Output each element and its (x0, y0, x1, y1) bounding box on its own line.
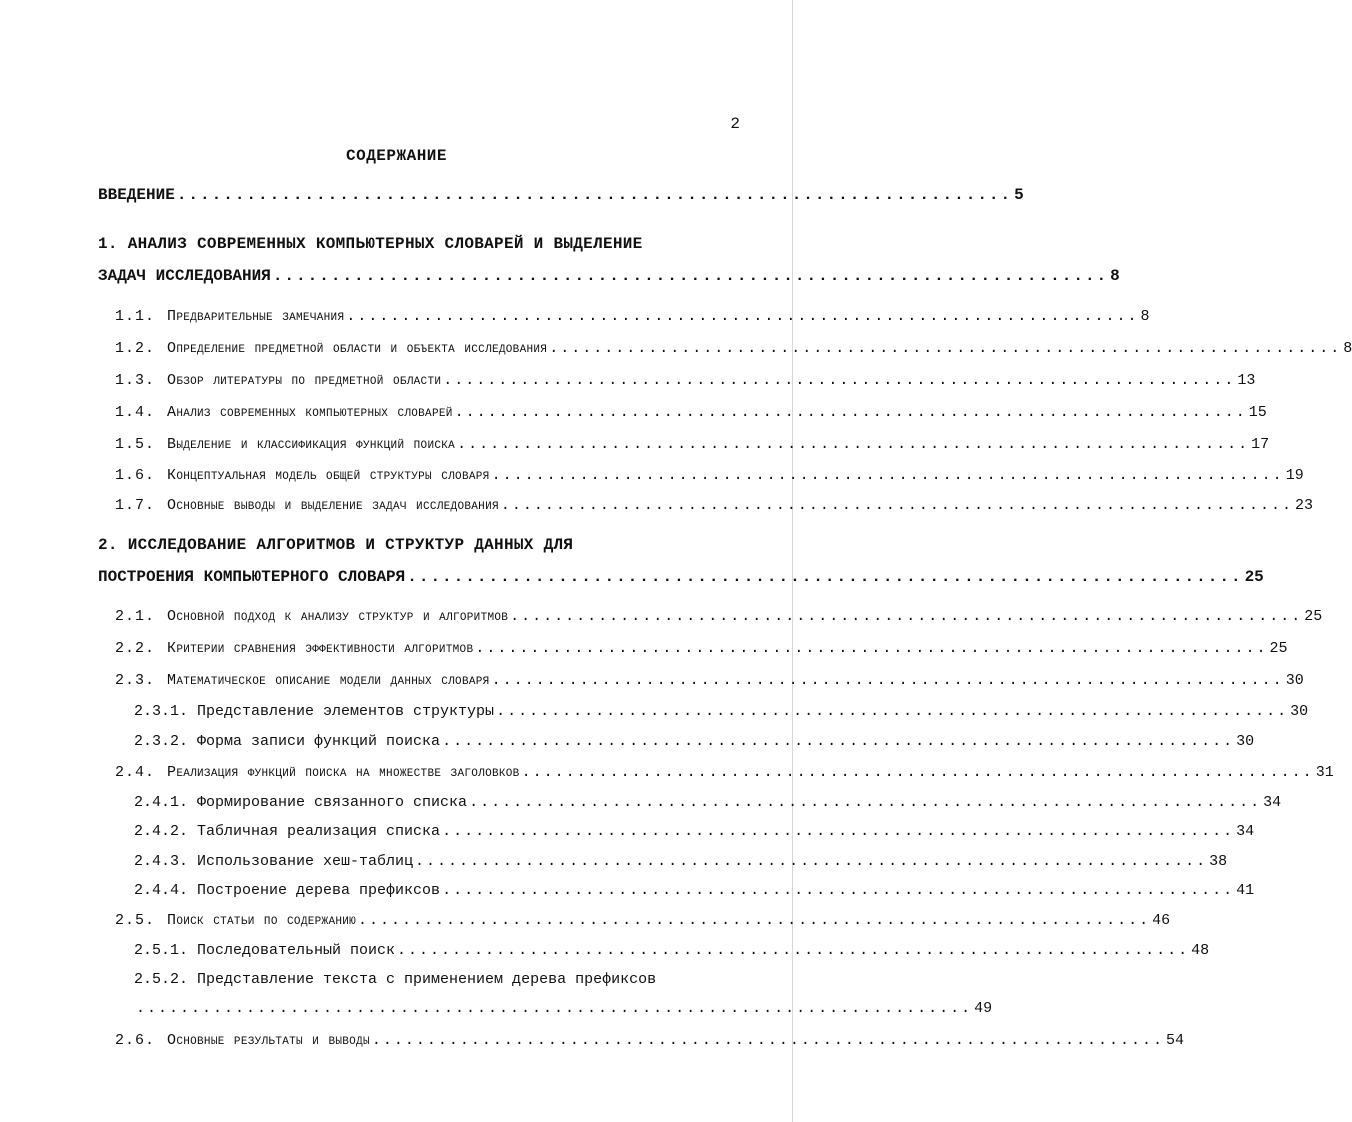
toc-leader-dots: ........................................................................ (457, 436, 1250, 453)
toc-section-number: 1.4. (115, 404, 156, 421)
toc-chapter-1-line1[interactable]: 1. АНАЛИЗ СОВРЕМЕННЫХ КОМПЬЮТЕРНЫХ СЛОВАРЕЙ И ВЫДЕЛЕНИЕ (98, 235, 643, 253)
toc-entry-text: Основной подход к анализу структур и алгоритмов (167, 608, 509, 625)
toc-leader-dots: ........................................................................ (442, 882, 1235, 899)
toc-entry-text: Анализ современных компьютерных словарей (167, 404, 453, 421)
toc-entry-text: Реализация функций поиска на множестве заголовков (167, 764, 520, 781)
toc-leader-dots: ........................................................................ (510, 608, 1303, 625)
toc-leader-dots: ........................................................................ (415, 853, 1208, 870)
toc-entry-page: 34 (1236, 823, 1255, 840)
toc-chapter-2-line1[interactable]: 2. ИССЛЕДОВАНИЕ АЛГОРИТМОВ И СТРУКТУР ДАННЫХ ДЛЯ (98, 536, 574, 554)
toc-section-number: 2.2. (115, 640, 156, 657)
toc-section-number: 2.4. (115, 764, 156, 781)
toc-entry-text: 2.4.3. Использование хеш-таблиц (134, 853, 414, 870)
toc-leader-dots: ........................................................................ (442, 823, 1235, 840)
toc-section-2-4[interactable] (115, 764, 1334, 781)
toc-leader-dots: ........................................................................ (358, 912, 1151, 929)
toc-subsection-2-4-2[interactable] (134, 823, 1255, 840)
toc-section-number: 1.5. (115, 436, 156, 453)
toc-entry-page: 30 (1285, 672, 1304, 689)
toc-leader-dots: ........................................................................ (491, 672, 1284, 689)
toc-entry-text: Определение предметной области и объекта исследования (167, 340, 548, 357)
toc-leader-dots: ........................................................................ (491, 467, 1284, 484)
toc-leader-dots: ........................................................................ (521, 764, 1314, 781)
toc-section-1-5[interactable] (115, 436, 1270, 453)
toc-leader-dots: ........................................................................ (443, 372, 1236, 389)
toc-entry-page: 30 (1236, 733, 1255, 750)
toc-section-2-1[interactable] (115, 608, 1323, 625)
toc-section-number: 1.1. (115, 308, 156, 325)
toc-leader-dots: ........................................................................ (500, 497, 1293, 514)
toc-entry-page: 8 (1140, 308, 1150, 325)
toc-leader-dots: ........................................................................ (442, 733, 1235, 750)
toc-subsection-2-5-2[interactable] (134, 1000, 993, 1017)
toc-entry-page: 8 (1343, 340, 1352, 357)
toc-section-number: 1.7. (115, 497, 156, 514)
toc-subsection-2-4-3[interactable] (134, 853, 1228, 870)
toc-entry-text: 2.4.4. Построение дерева префиксов (134, 882, 441, 899)
toc-subsection-2-5-1[interactable] (134, 942, 1210, 959)
toc-section-number: 2.3. (115, 672, 156, 689)
toc-section-1-2[interactable] (115, 340, 1352, 357)
toc-leader-dots: ........................................................................ (549, 340, 1342, 357)
toc-entry-page: 13 (1237, 372, 1256, 389)
page-number: 2 (730, 115, 740, 133)
toc-entry-text: 2.3.2. Форма записи функций поиска (134, 733, 441, 750)
toc-subsection-2-3-1[interactable] (134, 703, 1309, 720)
toc-leader-dots: ........................................................................ (496, 703, 1289, 720)
toc-section-number: 1.6. (115, 467, 156, 484)
toc-section-number: 1.2. (115, 340, 156, 357)
toc-entry-page: 17 (1251, 436, 1270, 453)
toc-section-2-3[interactable] (115, 672, 1304, 689)
toc-entry-page: 5 (1014, 186, 1024, 204)
toc-section-number: 2.5. (115, 912, 156, 929)
toc-subsection-2-4-4[interactable] (134, 882, 1255, 899)
toc-entry-page: 25 (1269, 640, 1288, 657)
toc-entry-text: Критерии сравнения эффективности алгоритмов (167, 640, 474, 657)
toc-section-number: 2.6. (115, 1032, 156, 1049)
toc-entry-text: 2.4.2. Табличная реализация списка (134, 823, 441, 840)
toc-subsection-2-5-2-line1[interactable]: 2.5.2. Представление текста с применением дерева префиксов (134, 971, 657, 988)
toc-section-number: 1.3. (115, 372, 156, 389)
toc-section-2-2[interactable] (115, 640, 1288, 657)
toc-entry-page: 46 (1152, 912, 1171, 929)
toc-entry-page: 8 (1110, 267, 1120, 285)
toc-entry-page: 25 (1244, 568, 1264, 586)
toc-leader-dots: ........................................................................ (371, 1032, 1164, 1049)
toc-entry-page: 41 (1236, 882, 1255, 899)
toc-entry-text: Поиск статьи по содержанию (167, 912, 357, 929)
toc-section-2-5[interactable] (115, 912, 1171, 929)
toc-section-number: 2.1. (115, 608, 156, 625)
toc-leader-dots: ........................................................................ (397, 942, 1190, 959)
toc-entry-text: ЗАДАЧ ИССЛЕДОВАНИЯ (98, 267, 271, 285)
toc-entry-text: Предварительные замечания (167, 308, 345, 325)
toc-entry-text: Обзор литературы по предметной области (167, 372, 442, 389)
toc-section-1-1[interactable] (115, 308, 1150, 325)
toc-leader-dots: ........................................................................ (272, 267, 1109, 285)
toc-section-1-7[interactable] (115, 497, 1313, 514)
toc-entry-text: ВВЕДЕНИЕ (98, 186, 175, 204)
toc-leader-dots: ........................................................................ (407, 568, 1243, 586)
toc-entry-text: Основные результаты и выводы (167, 1032, 370, 1049)
toc-entry-text: Выделение и классификация функций поиска (167, 436, 456, 453)
toc-leader-dots: ........................................................................ (469, 794, 1262, 811)
toc-entry-text: Основные выводы и выделение задач исследования (167, 497, 499, 514)
toc-entry-page: 25 (1304, 608, 1323, 625)
toc-entry-page: 49 (974, 1000, 993, 1017)
toc-entry-text: 2.4.1. Формирование связанного списка (134, 794, 468, 811)
toc-entry-page: 19 (1285, 467, 1304, 484)
toc-entry-text: Концептуальная модель общей структуры словаря (167, 467, 490, 484)
toc-entry-page: 31 (1315, 764, 1334, 781)
toc-entry-text: Математическое описание модели данных словаря (167, 672, 490, 689)
toc-chapter-2[interactable] (98, 568, 1264, 586)
toc-title: СОДЕРЖАНИЕ (345, 147, 447, 165)
toc-entry-text: 2.3.1. Представление элементов структуры (134, 703, 495, 720)
toc-section-1-4[interactable] (115, 404, 1267, 421)
toc-subsection-2-3-2[interactable] (134, 733, 1255, 750)
toc-chapter-1[interactable] (98, 267, 1120, 285)
toc-leader-dots: ........................................................................ (454, 404, 1247, 421)
toc-section-1-6[interactable] (115, 467, 1304, 484)
toc-entry-page: 48 (1191, 942, 1210, 959)
toc-leader-dots: ............................................................................ (136, 1000, 973, 1017)
toc-entry-text: 2.5.1. Последовательный поиск (134, 942, 396, 959)
toc-leader-dots: ........................................................................ (475, 640, 1268, 657)
toc-entry-page: 38 (1209, 853, 1228, 870)
toc-section-2-6[interactable] (115, 1032, 1184, 1049)
toc-entry-text: ПОСТРОЕНИЯ КОМПЬЮТЕРНОГО СЛОВАРЯ (98, 568, 406, 586)
toc-entry-page: 15 (1248, 404, 1267, 421)
toc-entry-intro[interactable] (98, 186, 1024, 204)
toc-subsection-2-4-1[interactable] (134, 794, 1282, 811)
toc-entry-page: 34 (1263, 794, 1282, 811)
toc-leader-dots: ........................................................................ (346, 308, 1139, 325)
toc-entry-page: 23 (1294, 497, 1313, 514)
toc-entry-page: 30 (1290, 703, 1309, 720)
toc-leader-dots: ........................................................................ (176, 186, 1013, 204)
toc-entry-page: 54 (1165, 1032, 1184, 1049)
toc-section-1-3[interactable] (115, 372, 1256, 389)
